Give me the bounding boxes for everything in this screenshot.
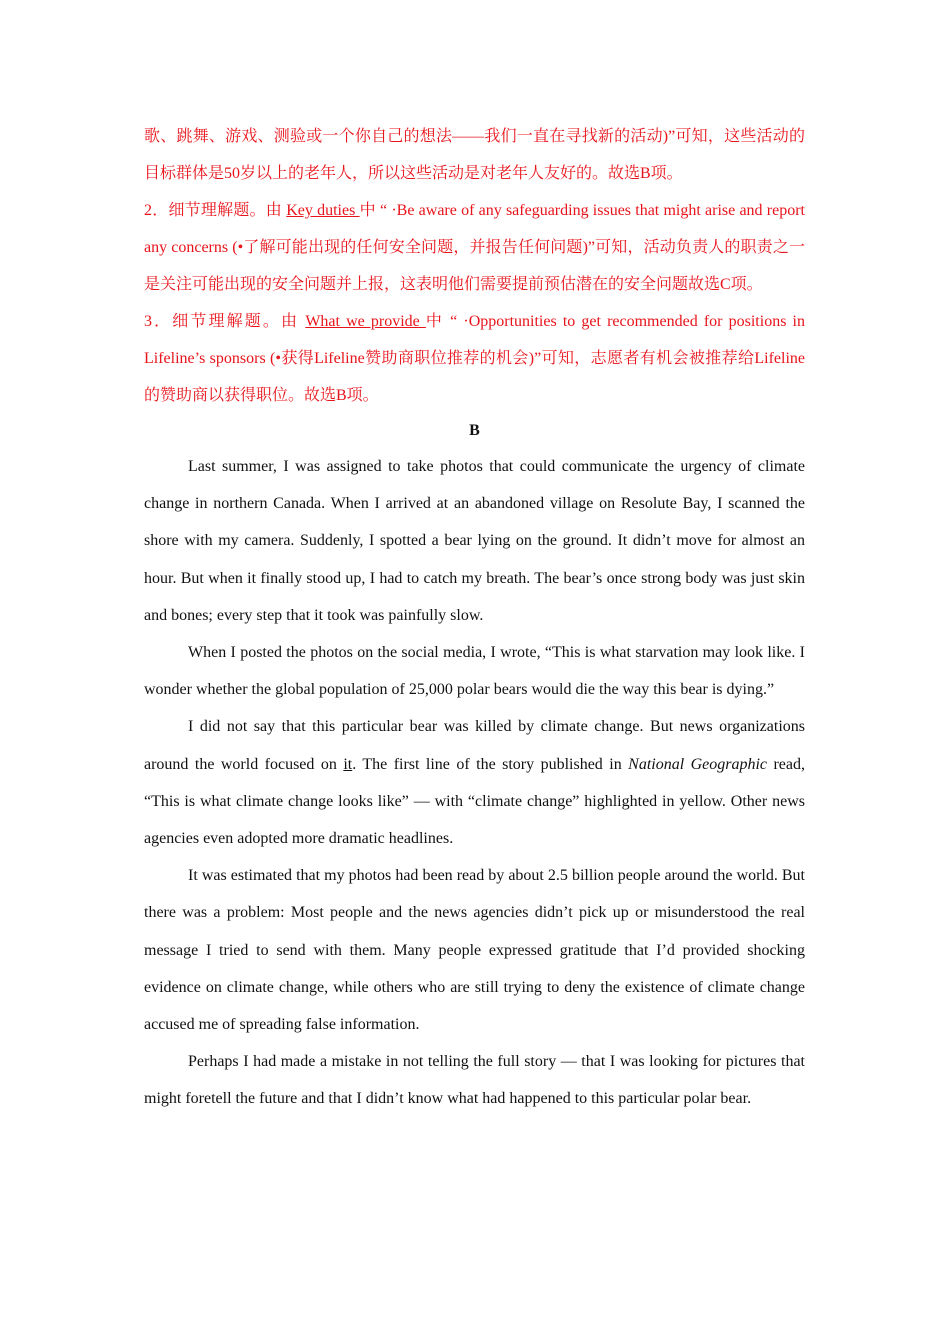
passage-paragraph-4: It was estimated that my photos had been read by about 2.5 billion people around the world. But there was a problem: Most people and the news agencies didn’t pick up or misunderstood the real message I tried to send with them. Many people expressed gratitude that I’d provided shocking evidence on climate change, while others who are still trying to deny the existence of climate change accused me of spreading false information. <box>144 867 805 1034</box>
passage-paragraph-2: When I posted the photos on the social media, I wrote, “This is what starvation may look like. I wonder whether the global population of 25,000 polar bears would die the way this bear is dying.” <box>144 644 805 699</box>
answer-1-continued: 歌、跳舞、游戏、测验或一个你自己的想法——我们一直在寻找新的活动)”可知，这些活动的目标群体是50岁以上的老年人，所以这些活动是对老年人友好的。故选B项。 <box>144 128 805 182</box>
p3-part-a: I did not say that this particular bear was killed by climate change. But news organizations around the world focused on <box>144 718 805 773</box>
p3-part-b: . The first line of the story published in <box>352 755 629 773</box>
answer-2-ref: Key duties <box>286 202 360 219</box>
answer-2-prefix: 2．细节理解题。由 <box>144 202 287 219</box>
answer-2 <box>144 192 805 303</box>
answer-2-text: 中 “ ·Be aware of any safeguarding issues that might arise and report any concerns (•了解可能出现的任何安全问题，并报告任何问题)”可知，活动负责人的职责之一是关注可能出现的安全问题并上报，这表明他们需要提前预估潜在的安全问题故选C项。 <box>144 202 805 293</box>
passage-paragraph-1: Last summer, I was assigned to take photos that could communicate the urgency of climate change in northern Canada. When I arrived at an abandoned village on Resolute Bay, I scanned the shore with my camera. Suddenly, I spotted a bear lying on the ground. It didn’t move for almost an hour. But when it finally stood up, I had to catch my breath. The bear’s once strong body was just skin and bones; every step that it took was painfully slow. <box>144 458 805 624</box>
answer-3-prefix: 3．细节理解题。由 <box>144 313 306 330</box>
answer-3 <box>144 303 805 414</box>
passage-paragraph-5: Perhaps I had made a mistake in not telling the full story — that I was looking for pictures that might foretell the future and that I didn’t know what had happened to this particular polar bear. <box>144 1053 805 1108</box>
p3-publication-name: National Geographic <box>628 755 768 773</box>
answer-3-text: 中 “ ·Opportunities to get recommended for positions in Lifeline’s sponsors (•获得Lifeline赞助商职位推荐的机会)”可知，志愿者有机会被推荐给Lifeline的赞助商以获得职位。故选B项。 <box>144 313 805 404</box>
passage-title: B <box>469 422 480 439</box>
document-page <box>144 118 805 1118</box>
passage-paragraph-3 <box>144 708 805 857</box>
p3-part-c: read, “This is what climate change looks like” — with “climate change” highlighted in yellow. Other news agencies even adopted more dramatic headlines. <box>144 755 806 848</box>
p3-underlined-it: it <box>343 755 353 773</box>
answer-3-ref: What we provide <box>305 313 426 330</box>
